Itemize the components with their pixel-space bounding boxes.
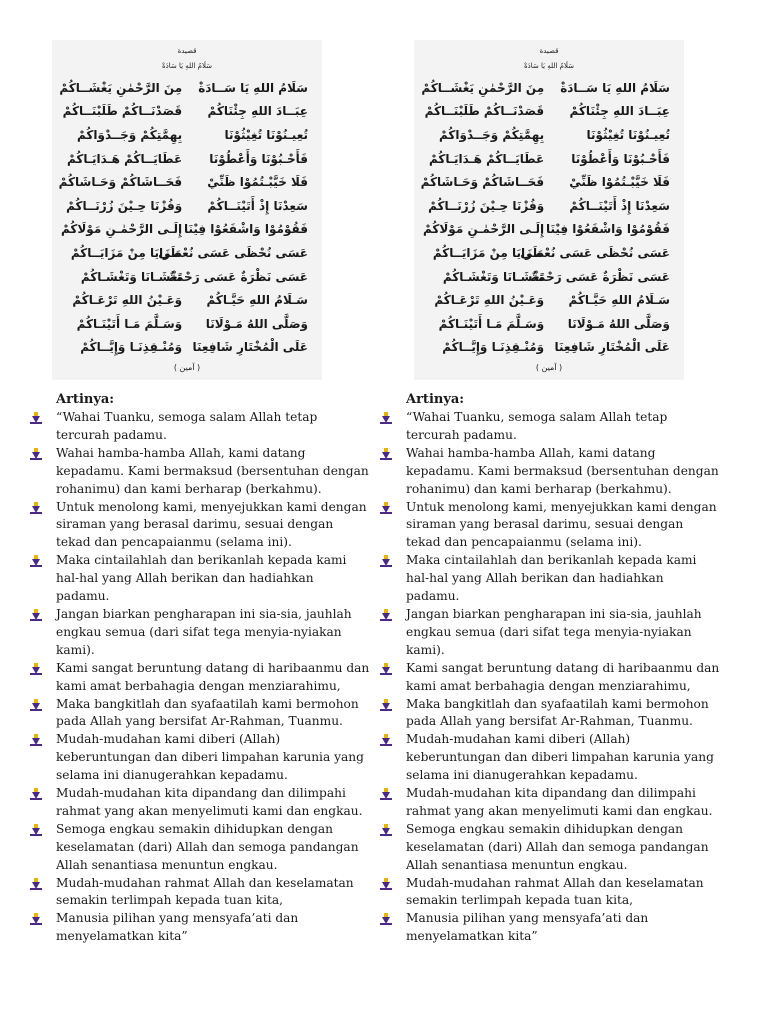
translation-item <box>30 785 370 821</box>
poem-subtitle: سَلَامُ اللهِ يَا سَادَةْ <box>523 62 575 70</box>
arrow-down-bullet-icon <box>30 555 42 567</box>
arrow-down-bullet-icon <box>30 788 42 800</box>
arrow-down-bullet-icon <box>30 734 42 746</box>
poem-line-second-hemistich: عَطَايَــاكُمْ هَـدَايَـاكُمْ <box>429 151 545 166</box>
poem-line-first-hemistich: فَلَا خَيَّبْـتُمُوْا ظَنِّيْ <box>569 175 670 190</box>
translation-item <box>380 821 720 875</box>
poem-line-first-hemistich: سَـلَامُ اللهِ حَيَّـاكُمْ <box>568 293 670 308</box>
translation-item <box>380 660 720 696</box>
arrow-down-bullet-icon <box>380 699 392 711</box>
translation-item-text: Maka bangkitlah dan syafaatilah kami bermohon pada Allah yang bersifat Ar-Rahman, Tuanmu. <box>406 696 709 729</box>
translation-item-text: Maka cintailahlah dan berikanlah kepada kami hal-hal yang Allah berikan dan hadiahkan padamu. <box>56 553 347 604</box>
poem-line-first-hemistich: وَصَلَّى اللهُ مَـوْلَانَا <box>567 316 670 331</box>
translation-item <box>380 409 720 445</box>
arrow-down-bullet-icon <box>380 824 392 836</box>
poem-amin: ( آمين ) <box>535 363 563 373</box>
poem-line-second-hemistich: وَفُزْنَا حِـيْنَ زُرْنَــاكُمْ <box>66 198 183 213</box>
poem-line <box>59 76 308 100</box>
poem-line <box>422 218 670 242</box>
translation-item-text: Kami sangat beruntung datang di haribaanmu dan kami amat berbahagia dengan menziarahimu, <box>406 660 720 693</box>
poem-title: قصيدة <box>539 47 559 55</box>
translation-item <box>30 499 370 553</box>
poem-line <box>428 241 670 265</box>
translation-item-text: Jangan biarkan pengharapan ini sia-sia, jauhlah engkau semua (dari sifat tega menyia-nyiakan kami). <box>56 606 352 657</box>
poem-line-second-hemistich: مِنَ الرَّحْمٰنِ يَغْشَــاكُمْ <box>59 80 183 95</box>
poem-amin: ( آمين ) <box>173 363 201 373</box>
poem-line-first-hemistich: عَلَى الْمُخْتَارِ شَافِعِنَا <box>554 340 670 355</box>
arrow-down-bullet-icon <box>380 502 392 514</box>
poem-line-second-hemistich: وَسَـلَّمَ مَـا أَتَيْنَـاكُمْ <box>438 316 545 331</box>
translation-list <box>380 409 720 946</box>
poem-line-second-hemistich: وَعَـيْنُ اللهِ تَرْعَـاكُمْ <box>434 293 545 308</box>
arrow-down-bullet-icon <box>380 788 392 800</box>
poem-line <box>66 241 308 265</box>
poem-line-second-hemistich: بِهِمَّتِكُمْ وَجَــدْوَاكُمْ <box>77 127 183 142</box>
poem-line <box>428 336 670 360</box>
translation-item-text: Jangan biarkan pengharapan ini sia-sia, jauhlah engkau semua (dari sifat tega menyia-nyiakan kami). <box>406 606 702 657</box>
poem-line-second-hemistich: وَمُنْـقِذِنَـا وَإِيَّــاكُمْ <box>442 340 545 355</box>
poem-line-first-hemistich: عَسَى نَظْرَةٌ عَسَى رَحْمَةٌ <box>530 269 670 284</box>
translation-title: Artinya: <box>406 392 465 407</box>
arrow-down-bullet-icon <box>380 412 392 424</box>
poem-line <box>60 218 308 242</box>
translation-item-text: Mudah-mudahan kita dipandang dan dilimpahi rahmat yang akan menyelimuti kami dan engkau. <box>56 786 363 818</box>
right-column <box>380 0 740 944</box>
translation-item <box>380 696 720 732</box>
translation-item <box>30 409 370 445</box>
translation-item-text: Mudah-mudahan rahmat Allah dan keselamatan semakin terlimpah kepada tuan kita, <box>56 875 354 908</box>
arrow-down-bullet-icon <box>380 878 392 890</box>
poem-line-second-hemistich: مِنَ الرَّحْمٰنِ يَغْشَــاكُمْ <box>421 80 545 95</box>
poem-line-second-hemistich: قَصَدْنَــاكُمْ طَلَبْنَــاكُمْ <box>62 104 183 119</box>
arrow-down-bullet-icon <box>30 609 42 621</box>
poem-line <box>66 312 308 336</box>
poem-subtitle: سَلَامُ اللهِ يَا سَادَةْ <box>161 62 213 70</box>
translation-item <box>30 606 370 660</box>
poem-line-first-hemistich: عِبَــادَ اللهِ جِئْنَاكُمْ <box>569 104 670 119</box>
translation-item-text: Untuk menolong kami, menyejukkan kami dengan siraman yang berasal darimu, sesuai dengan tekad dan pencapaianmu (selama ini). <box>56 499 367 550</box>
poem-line <box>66 336 308 360</box>
poem-line-first-hemistich: عَسَى نُحْظَى عَسَى نُعْطَى <box>520 245 670 260</box>
poem-line-second-hemistich: مَـزَايَا مِنْ مَزَايَــاكُمْ <box>432 245 545 260</box>
translation-item <box>380 606 720 660</box>
poem-title: قصيدة <box>177 47 197 55</box>
poem-line-first-hemistich: عَسَى نُحْظَى عَسَى نُعْطَى <box>158 245 308 260</box>
translation-item-text: Mudah-mudahan kami diberi (Allah) keberuntungan dan diberi limpahan karunia yang selama ini dianugerahkan kepadamu. <box>406 732 714 783</box>
poem-line <box>428 123 670 147</box>
poem-line <box>428 265 670 289</box>
poem-line-first-hemistich: وَصَلَّى اللهُ مَـوْلَانَا <box>205 316 308 331</box>
translation-item-text: Manusia pilihan yang mensyafa’ati dan menyelamatkan kita” <box>406 911 649 944</box>
poem-line <box>66 194 308 218</box>
poem-line-first-hemistich: فَقُوْمُوْا وَاشْفَعُوْا فِيْنَا <box>183 222 308 237</box>
arrow-down-bullet-icon <box>380 448 392 460</box>
poem-line <box>66 265 308 289</box>
poem-line <box>421 76 670 100</box>
translation-title: Artinya: <box>56 392 115 407</box>
translation-item <box>30 445 370 499</box>
translation-item-text: Mudah-mudahan rahmat Allah dan keselamatan semakin terlimpah kepada tuan kita, <box>406 875 704 908</box>
poem-line-first-hemistich: سَلَامُ اللهِ يَا سَــادَةْ <box>198 80 308 95</box>
translation-item <box>30 552 370 606</box>
translation-item-text: Semoga engkau semakin dihidupkan dengan keselamatan (dari) Allah dan semoga pandangan Allah senantiasa menuntun engkau. <box>56 821 359 872</box>
translation-item <box>380 875 720 911</box>
translation-item-text: Mudah-mudahan kami diberi (Allah) keberuntungan dan diberi limpahan karunia yang selama ini dianugerahkan kepadamu. <box>56 732 364 783</box>
poem-line-second-hemistich: فَحَــاشَاكُمْ وَحَـاشَاكُمْ <box>420 175 545 190</box>
translation-item-text: Wahai hamba-hamba Allah, kami datang kepadamu. Kami bermaksud (bersentuhan dengan rohanimu) dan kami berharap (berkahmu). <box>56 445 369 496</box>
poem-line-first-hemistich: سَلَامُ اللهِ يَا سَــادَةْ <box>560 80 670 95</box>
arrow-down-bullet-icon <box>380 663 392 675</box>
poem-line <box>58 170 308 194</box>
arrow-down-bullet-icon <box>380 913 392 925</box>
translation-item <box>30 821 370 875</box>
translation-item-text: Maka bangkitlah dan syafaatilah kami bermohon pada Allah yang bersifat Ar-Rahman, Tuanmu. <box>56 696 359 729</box>
arrow-down-bullet-icon <box>380 555 392 567</box>
poem-line-second-hemistich: عَطَايَــاكُمْ هَـدَايَـاكُمْ <box>67 151 183 166</box>
translation-item-text: Untuk menolong kami, menyejukkan kami dengan siraman yang berasal darimu, sesuai dengan tekad dan pencapaianmu (selama ini). <box>406 499 717 550</box>
poem-line-first-hemistich: فَلَا خَيَّبْـتُمُوْا ظَنِّيْ <box>207 175 308 190</box>
poem-lines <box>414 76 684 359</box>
poem-line-second-hemistich: وَمُنْـقِذِنَـا وَإِيَّــاكُمْ <box>80 340 183 355</box>
poem-line-second-hemistich: تَغْشَـانَا وَتَغْشَـاكُمْ <box>80 269 183 284</box>
translation-item <box>30 910 370 946</box>
arrow-down-bullet-icon <box>30 699 42 711</box>
translation-item <box>380 731 720 785</box>
translation-item <box>380 499 720 553</box>
poem-line-first-hemistich: سَعِدْنَا إِذْ أَتَيْنَــاكُمْ <box>207 198 308 213</box>
poem-line-first-hemistich: عَلَى الْمُخْتَارِ شَافِعِنَا <box>192 340 308 355</box>
poem-line <box>424 100 670 124</box>
arrow-down-bullet-icon <box>30 502 42 514</box>
arrow-down-bullet-icon <box>380 734 392 746</box>
translation-item <box>30 731 370 785</box>
translation-item <box>380 910 720 946</box>
poem-line-second-hemistich: إِلَـى الرَّحْمٰـنِ مَوْلَاكُمْ <box>60 222 183 237</box>
translation-item-text: Semoga engkau semakin dihidupkan dengan keselamatan (dari) Allah dan semoga pandangan Allah senantiasa menuntun engkau. <box>406 821 709 872</box>
translation-item-text: “Wahai Tuanku, semoga salam Allah tetap tercurah padamu. <box>56 410 318 442</box>
poem-line-first-hemistich: تُعِيـنُوْنَا تُغِيْثُوْنَا <box>586 127 670 142</box>
arrow-down-bullet-icon <box>380 609 392 621</box>
translation-list <box>30 409 370 946</box>
poem-line <box>428 288 670 312</box>
poem-line-first-hemistich: فَقُوْمُوْا وَاشْفَعُوْا فِيْنَا <box>545 222 670 237</box>
arrow-down-bullet-icon <box>30 878 42 890</box>
poem-line <box>420 170 670 194</box>
translation-item-text: Mudah-mudahan kita dipandang dan dilimpahi rahmat yang akan menyelimuti kami dan engkau. <box>406 786 713 818</box>
poem-image <box>52 40 322 380</box>
translation-item-text: Manusia pilihan yang mensyafa’ati dan menyelamatkan kita” <box>56 911 299 944</box>
translation-item <box>380 785 720 821</box>
poem-line-second-hemistich: بِهِمَّتِكُمْ وَجَــدْوَاكُمْ <box>439 127 545 142</box>
poem-line-first-hemistich: تُعِيـنُوْنَا تُغِيْثُوْنَا <box>224 127 308 142</box>
poem-line-second-hemistich: وَسَـلَّمَ مَـا أَتَيْنَـاكُمْ <box>76 316 183 331</box>
arrow-down-bullet-icon <box>30 913 42 925</box>
poem-line-second-hemistich: مَـزَايَا مِنْ مَزَايَــاكُمْ <box>70 245 183 260</box>
poem-line <box>66 288 308 312</box>
translation-item-text: “Wahai Tuanku, semoga salam Allah tetap tercurah padamu. <box>406 410 668 442</box>
poem-line-second-hemistich: وَعَـيْنُ اللهِ تَرْعَـاكُمْ <box>72 293 183 308</box>
arrow-down-bullet-icon <box>30 824 42 836</box>
poem-line <box>428 194 670 218</box>
poem-line-first-hemistich: فَأَحْـبُوْنَا وَأَعْطُوْنَا <box>209 151 308 166</box>
translation-item <box>380 552 720 606</box>
left-column <box>30 0 390 944</box>
translation-item <box>380 445 720 499</box>
translation-item <box>30 875 370 911</box>
poem-line <box>428 147 670 171</box>
poem-line-first-hemistich: سَـلَامُ اللهِ حَيَّـاكُمْ <box>206 293 308 308</box>
arrow-down-bullet-icon <box>30 448 42 460</box>
poem-line <box>428 312 670 336</box>
poem-line-first-hemistich: عَسَى نَظْرَةٌ عَسَى رَحْمَةٌ <box>168 269 308 284</box>
translation-item-text: Kami sangat beruntung datang di haribaanmu dan kami amat berbahagia dengan menziarahimu, <box>56 660 370 693</box>
poem-line-second-hemistich: إِلَـى الرَّحْمٰـنِ مَوْلَاكُمْ <box>422 222 545 237</box>
poem-line-second-hemistich: فَحَــاشَاكُمْ وَحَـاشَاكُمْ <box>58 175 183 190</box>
translation-item-text: Maka cintailahlah dan berikanlah kepada kami hal-hal yang Allah berikan dan hadiahkan padamu. <box>406 553 697 604</box>
translation-item <box>30 660 370 696</box>
poem-image <box>414 40 684 380</box>
translation-item-text: Wahai hamba-hamba Allah, kami datang kepadamu. Kami bermaksud (bersentuhan dengan rohanimu) dan kami berharap (berkahmu). <box>406 445 719 496</box>
arrow-down-bullet-icon <box>30 663 42 675</box>
poem-line-first-hemistich: فَأَحْـبُوْنَا وَأَعْطُوْنَا <box>571 151 670 166</box>
arrow-down-bullet-icon <box>30 412 42 424</box>
poem-line-second-hemistich: تَغْشَـانَا وَتَغْشَـاكُمْ <box>442 269 545 284</box>
poem-line <box>62 100 308 124</box>
poem-line-second-hemistich: قَصَدْنَــاكُمْ طَلَبْنَــاكُمْ <box>424 104 545 119</box>
poem-lines <box>52 76 322 359</box>
poem-line-first-hemistich: سَعِدْنَا إِذْ أَتَيْنَــاكُمْ <box>569 198 670 213</box>
poem-line <box>66 147 308 171</box>
translation-item <box>30 696 370 732</box>
poem-line-second-hemistich: وَفُزْنَا حِـيْنَ زُرْنَــاكُمْ <box>428 198 545 213</box>
poem-line <box>66 123 308 147</box>
poem-line-first-hemistich: عِبَــادَ اللهِ جِئْنَاكُمْ <box>207 104 308 119</box>
